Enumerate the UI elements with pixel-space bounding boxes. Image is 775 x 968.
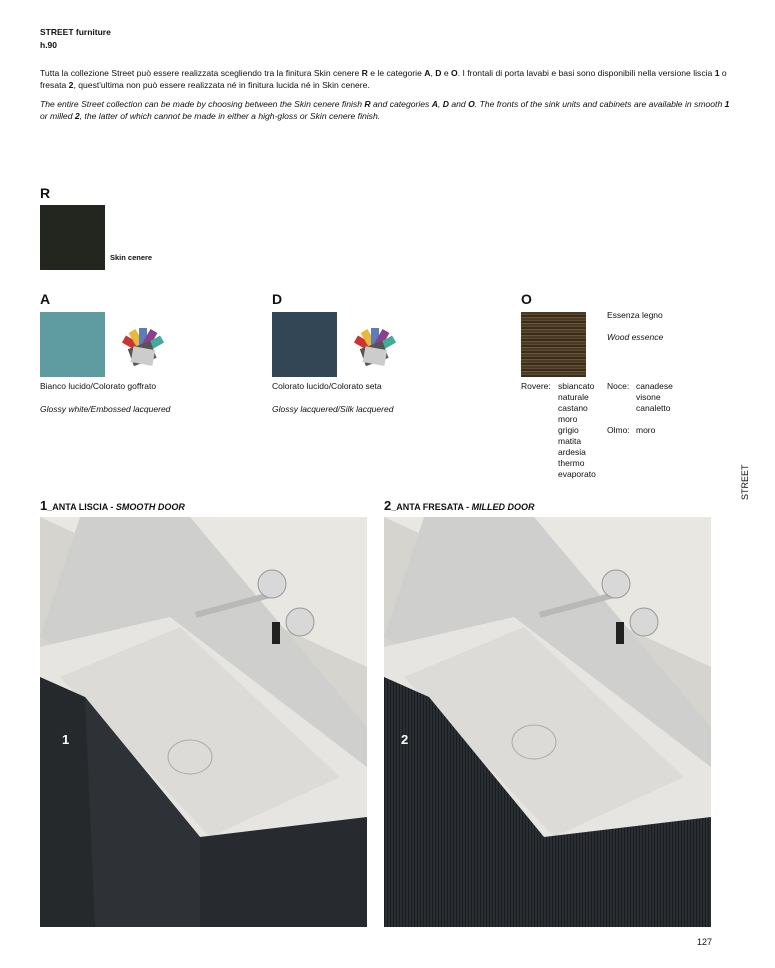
header-height: h.90 (40, 40, 58, 50)
door-2-marker: 2 (401, 732, 409, 747)
door-2-title: 2_ANTA FRESATA - MILLED DOOR (384, 498, 535, 513)
category-o-label-it: Essenza legno (607, 310, 663, 320)
door-1-marker: 1 (62, 732, 70, 747)
intro-english (40, 98, 730, 122)
noce-list: canadese visone canaletto (636, 381, 673, 413)
text-run: , quest'ultima non può essere realizzata né in finitura lucida né in Skin cenere. (73, 80, 370, 90)
category-a-label-it: Bianco lucido/Colorato goffrato (40, 381, 157, 391)
intro-italian (40, 67, 730, 91)
noce-label: Noce: (607, 381, 630, 391)
swatch-a (40, 312, 105, 377)
page-number: 127 (697, 937, 713, 947)
text-run: o fresata (40, 68, 727, 90)
door-1-title: 1_ANTA LISCIA - SMOOTH DOOR (40, 498, 185, 513)
bold-ref: D (435, 68, 442, 78)
text-run: , (430, 68, 436, 78)
category-o-letter: O (521, 291, 532, 307)
text-run: Tutta la collezione Street può essere realizzata scegliendo tra la finitura Skin cenere (40, 68, 362, 78)
olmo-value: moro (636, 425, 656, 435)
color-fan-icon (118, 322, 168, 372)
bold-ref: 1 (724, 99, 730, 109)
text-run: e (441, 68, 452, 78)
bold-ref: A (431, 99, 438, 109)
text-run: . The fronts of the sink units and cabinets are available in smooth (474, 99, 725, 109)
category-a-letter: A (40, 291, 51, 307)
text-run: , (437, 99, 443, 109)
text-run: or milled (40, 111, 75, 121)
bold-ref: R (364, 99, 371, 109)
bold-ref: R (361, 68, 368, 78)
category-d-label-en: Glossy lacquered/Silk lacquered (272, 404, 394, 414)
text-run: and categories (370, 99, 432, 109)
category-d-label-it: Colorato lucido/Colorato seta (272, 381, 382, 391)
side-tab: STREET (740, 464, 750, 500)
bold-ref: D (442, 99, 449, 109)
bold-ref: 1 (714, 68, 720, 78)
category-d-letter: D (272, 291, 283, 307)
bold-ref: 2 (68, 80, 74, 90)
text-run: . I frontali di porta lavabi e basi sono disponibili nella versione liscia (457, 68, 715, 78)
text-run: e le categorie (367, 68, 425, 78)
swatch-d (272, 312, 337, 377)
text-run: and (448, 99, 469, 109)
text-run: The entire Street collection can be made by choosing between the Skin cenere finish (40, 99, 365, 109)
category-a-label-en: Glossy white/Embossed lacquered (40, 404, 171, 414)
bold-ref: A (424, 68, 431, 78)
swatch-wood (521, 312, 586, 377)
rovere-label: Rovere: (521, 381, 551, 391)
bold-ref: O (451, 68, 458, 78)
text-run: , the latter of which cannot be made in either a high-gloss or Skin cenere finish. (79, 111, 381, 121)
color-fan-icon (350, 322, 400, 372)
bold-ref: O (468, 99, 475, 109)
rovere-list: sbiancato naturale castano moro grigio matita ardesia thermo evaporato (558, 381, 596, 479)
category-o-label-en: Wood essence (607, 332, 664, 342)
photo-milled-door (384, 517, 711, 927)
swatch-skin-cenere (40, 205, 105, 270)
bold-ref: 2 (74, 111, 80, 121)
skin-cenere-label: Skin cenere (110, 253, 153, 262)
header-title: STREET furniture (40, 27, 111, 37)
category-r-letter: R (40, 185, 51, 201)
photo-smooth-door (40, 517, 367, 927)
olmo-label: Olmo: (607, 425, 630, 435)
